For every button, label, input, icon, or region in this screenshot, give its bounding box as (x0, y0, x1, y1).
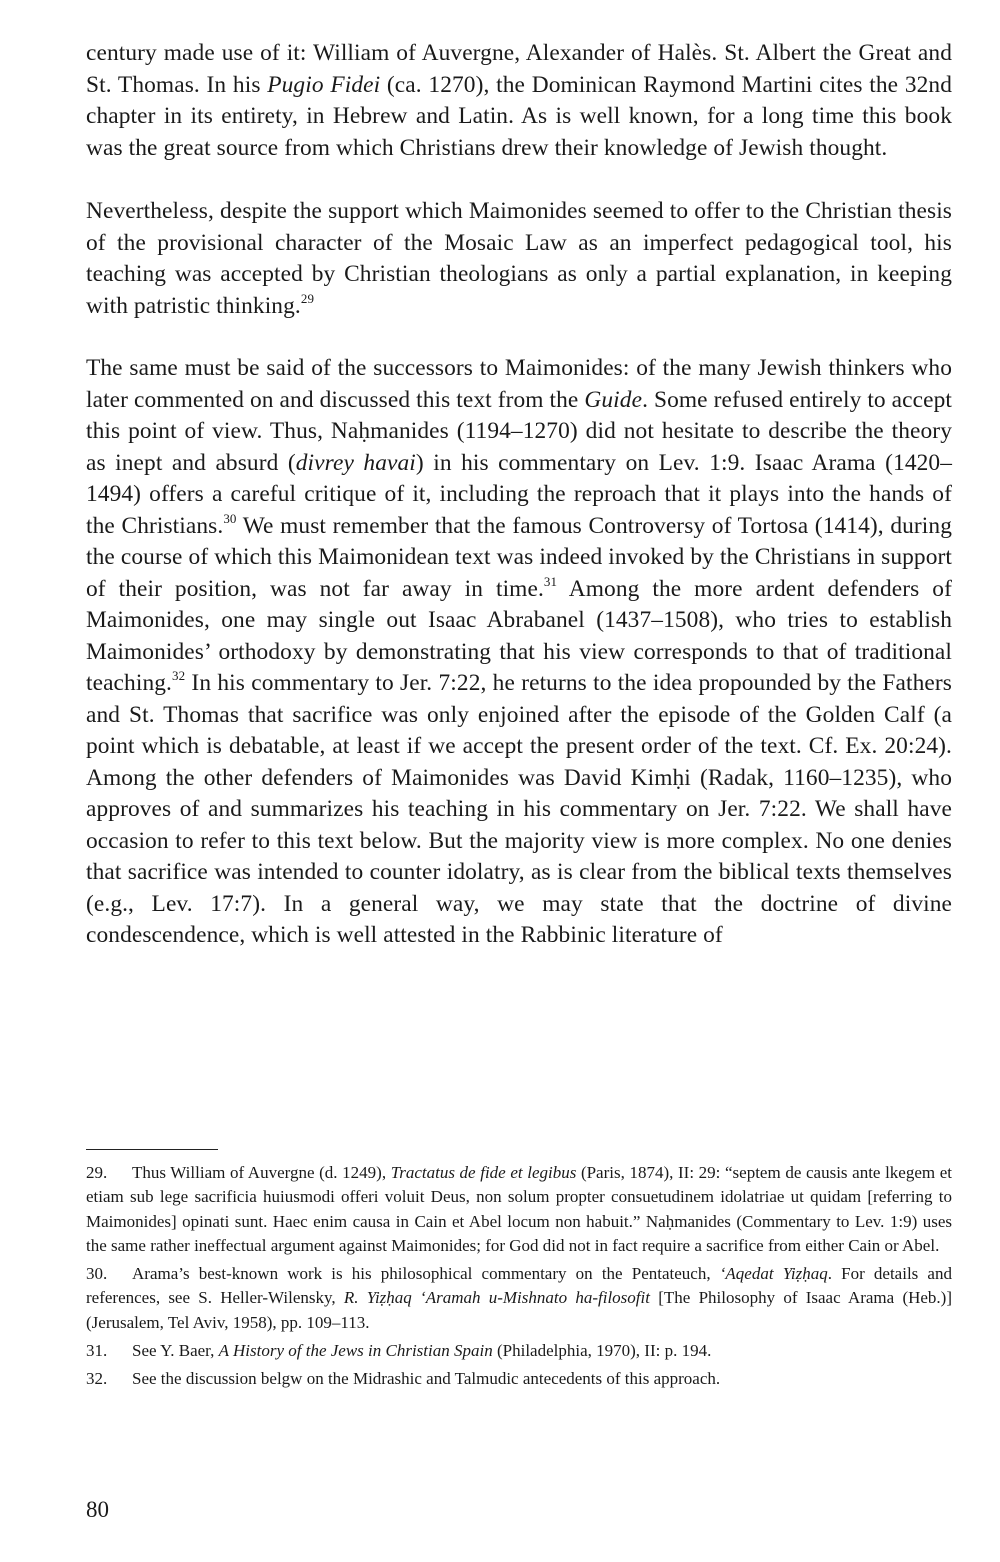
main-text (86, 38, 952, 983)
italic-text: divrey havai (295, 449, 416, 476)
footnote (86, 1161, 952, 1258)
footnote-reference: 29 (300, 290, 315, 306)
footnote (86, 1339, 952, 1363)
paragraph (86, 353, 952, 952)
italic-text: Guide (584, 386, 643, 413)
footnote (86, 1367, 952, 1391)
text-run: Nevertheless, despite the support which Maimonides seemed to offer to the Christian thesis of the provisional character of the Mosaic Law as an imperfect pedagogical tool, his teaching was accepted by Christian theologians as only a partial explanation, in keeping with patristic thinking. (86, 198, 952, 319)
footnote-number: 31. (86, 1341, 108, 1361)
text-run: In his commentary to Jer. 7:22, he returns to the idea propounded by the Fathers and St. Thomas that sacrifice was only enjoined after the episode of the Golden Calf (a point which is debatable, at least if we accept the present order of the text. Cf. Ex. 20:24). Among the other defenders of Maimonides was David Kimḥi (Radak, 1160–1235), who approves of and summarizes his teaching in his commentary on Jer. 7:22. We shall have occasion to refer to this text below. But the majority view is more complex. No one denies that sacrifice was intended to counter idolatry, as is clear from the biblical texts themselves (e.g., Lev. 17:7). In a general way, we may state that the doctrine of divine condescendence, which is well attested in the Rabbinic literature of (86, 670, 952, 948)
italic-text: A History of the Jews in Christian Spain (218, 1341, 493, 1361)
text-run: (Philadelphia, 1970), II: p. 194. (492, 1341, 712, 1361)
footnote-reference: 31 (543, 573, 558, 589)
footnote-reference: 32 (171, 668, 186, 684)
text-run: Among the more ardent defenders of Maimonides, one may single out Isaac Abrabanel (1437–1508), who tries to establish Maimonides’ orthodoxy by demonstrating that his view corresponds to that of traditional teaching. (86, 575, 952, 696)
text-run: . Some refused entirely to accept this point of view. Thus, Naḥmanides (1194–1270) did not hesitate to describe the theory as inept and absurd ( (86, 386, 953, 476)
footnote-text (86, 1163, 952, 1255)
paragraph (86, 38, 952, 164)
text-run: century made use of it: William of Auvergne, Alexander of Halès. St. Albert the Great and St. Thomas. In his (86, 40, 952, 98)
footnotes (86, 1161, 952, 1396)
text-run: The same must be said of the successors to Maimonides: of the many Jewish thinkers who later commented on and discussed this text from the (86, 355, 952, 413)
text-run: We must remember that the famous Controversy of Tortosa (1414), during the course of which this Maimonidean text was indeed invoked by the Christians in support of their position, was not far away in time. (86, 512, 952, 602)
footnote-number: 32. (86, 1369, 108, 1389)
page-number: 80 (86, 1497, 109, 1522)
text-run: ) in his commentary on Lev. 1:9. Isaac Arama (1420–1494) offers a careful critique of it, including the reproach that it plays into the hands of the Christians. (86, 449, 952, 539)
footnote-number: 29. (86, 1163, 108, 1182)
text-run: Thus William of Auvergne (d. 1249), (132, 1163, 391, 1182)
italic-text: ‘Aqedat Yiẓḥaq (719, 1264, 828, 1284)
footnote-text (86, 1264, 952, 1332)
footnote-separator (86, 1149, 218, 1150)
italic-text: Pugio Fidei (267, 71, 381, 98)
text-run: (ca. 1270), the Dominican Raymond Martini cites the 32nd chapter in its entirety, in Hebrew and Latin. As is well known, for a long time this book was the great source from which Christians drew their knowledge of Jewish thought. (86, 71, 953, 161)
paragraph (86, 196, 952, 322)
text-run: See the discussion belgw on the Midrashic and Talmudic antecedents of this approach. (132, 1369, 721, 1389)
footnote-text (132, 1341, 711, 1360)
footnote-reference: 30 (223, 510, 237, 526)
text-run: . For details and references, see S. Heller-Wilensky, (86, 1264, 952, 1308)
text-run: [The Philosophy of Isaac Arama (Heb.)] (Jerusalem, Tel Aviv, 1958), pp. 109–113. (86, 1288, 953, 1332)
text-run: See Y. Baer, (132, 1341, 219, 1361)
footnote (86, 1262, 952, 1335)
footnote-number: 30. (86, 1264, 108, 1284)
italic-text: R. Yiẓḥaq ‘Aramah u-Mishnato ha-filosofit (343, 1288, 650, 1308)
italic-text: Tractatus de fide et legibus (390, 1163, 577, 1182)
text-run: (Paris, 1874), II: 29: “septem de causis ante lkegem et etiam sub lege sacrificia huiusmodi offeri voluit Deus, non solum propter consuetudinem idolatriae ut quidam [referring to Maimonides] opinati sunt. Haec enim causa in Cain et Abel locum non habuit.” Naḥmanides (Commentary to Lev. 1:9) uses the same rather ineffectual argument against Maimonides; for God did not in fact require a sacrifice from either Cain or Abel. (86, 1163, 952, 1255)
text-run: Arama’s best-known work is his philosophical commentary on the Pentateuch, (132, 1264, 720, 1284)
footnote-text (132, 1369, 720, 1388)
